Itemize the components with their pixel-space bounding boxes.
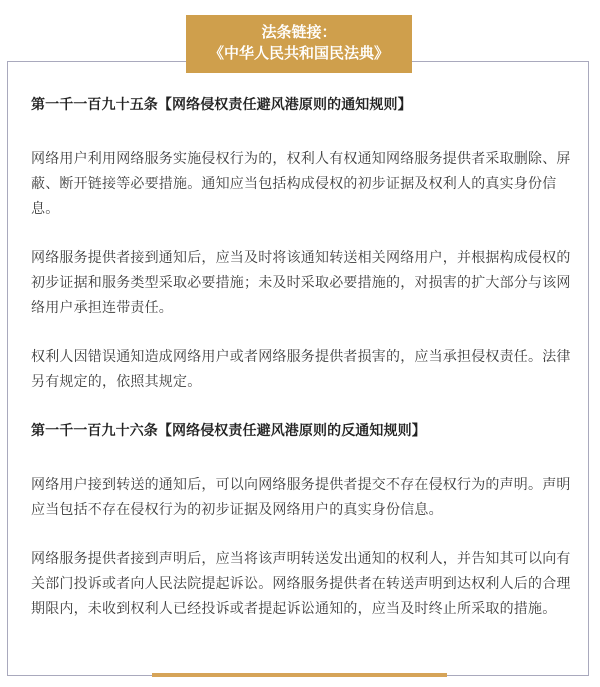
article-1195-paragraph-2: 网络服务提供者接到通知后，应当及时将该通知转送相关网络用户，并根据构成侵权的初步证据和服务类型采取必要措施；未及时采取必要措施的，对损害的扩大部分与该网络用户承担连带责任。 <box>31 250 571 316</box>
badge-law-title: 《中华人民共和国民法典》 <box>208 44 389 62</box>
article-title-1195: 第一千一百九十五条【网络侵权责任避风港原则的通知规则】 <box>31 97 412 113</box>
article-content <box>31 92 571 622</box>
bottom-accent-bar <box>152 673 447 677</box>
law-link-badge <box>186 15 412 73</box>
article-1195-paragraph-1: 网络用户利用网络服务实施侵权行为的，权利人有权通知网络服务提供者采取删除、屏蔽、断开链接等必要措施。通知应当包括构成侵权的初步证据及权利人的真实身份信息。 <box>31 151 571 217</box>
badge-label: 法条链接： <box>261 23 337 41</box>
article-1196-paragraph-1: 网络用户接到转送的通知后，可以向网络服务提供者提交不存在侵权行为的声明。声明应当包括不存在侵权行为的初步证据及网络用户的真实身份信息。 <box>31 477 571 518</box>
article-1195-paragraph-3: 权利人因错误通知造成网络用户或者网络服务提供者损害的，应当承担侵权责任。法律另有规定的，依照其规定。 <box>31 349 571 390</box>
article-1196-paragraph-2: 网络服务提供者接到声明后，应当将该声明转送发出通知的权利人，并告知其可以向有关部门投诉或者向人民法院提起诉讼。网络服务提供者在转送声明到达权利人后的合理期限内，未收到权利人已经投诉或者提起诉讼通知的，应当及时终止所采取的措施。 <box>31 551 571 617</box>
article-title-1196: 第一千一百九十六条【网络侵权责任避风港原则的反通知规则】 <box>31 423 426 439</box>
